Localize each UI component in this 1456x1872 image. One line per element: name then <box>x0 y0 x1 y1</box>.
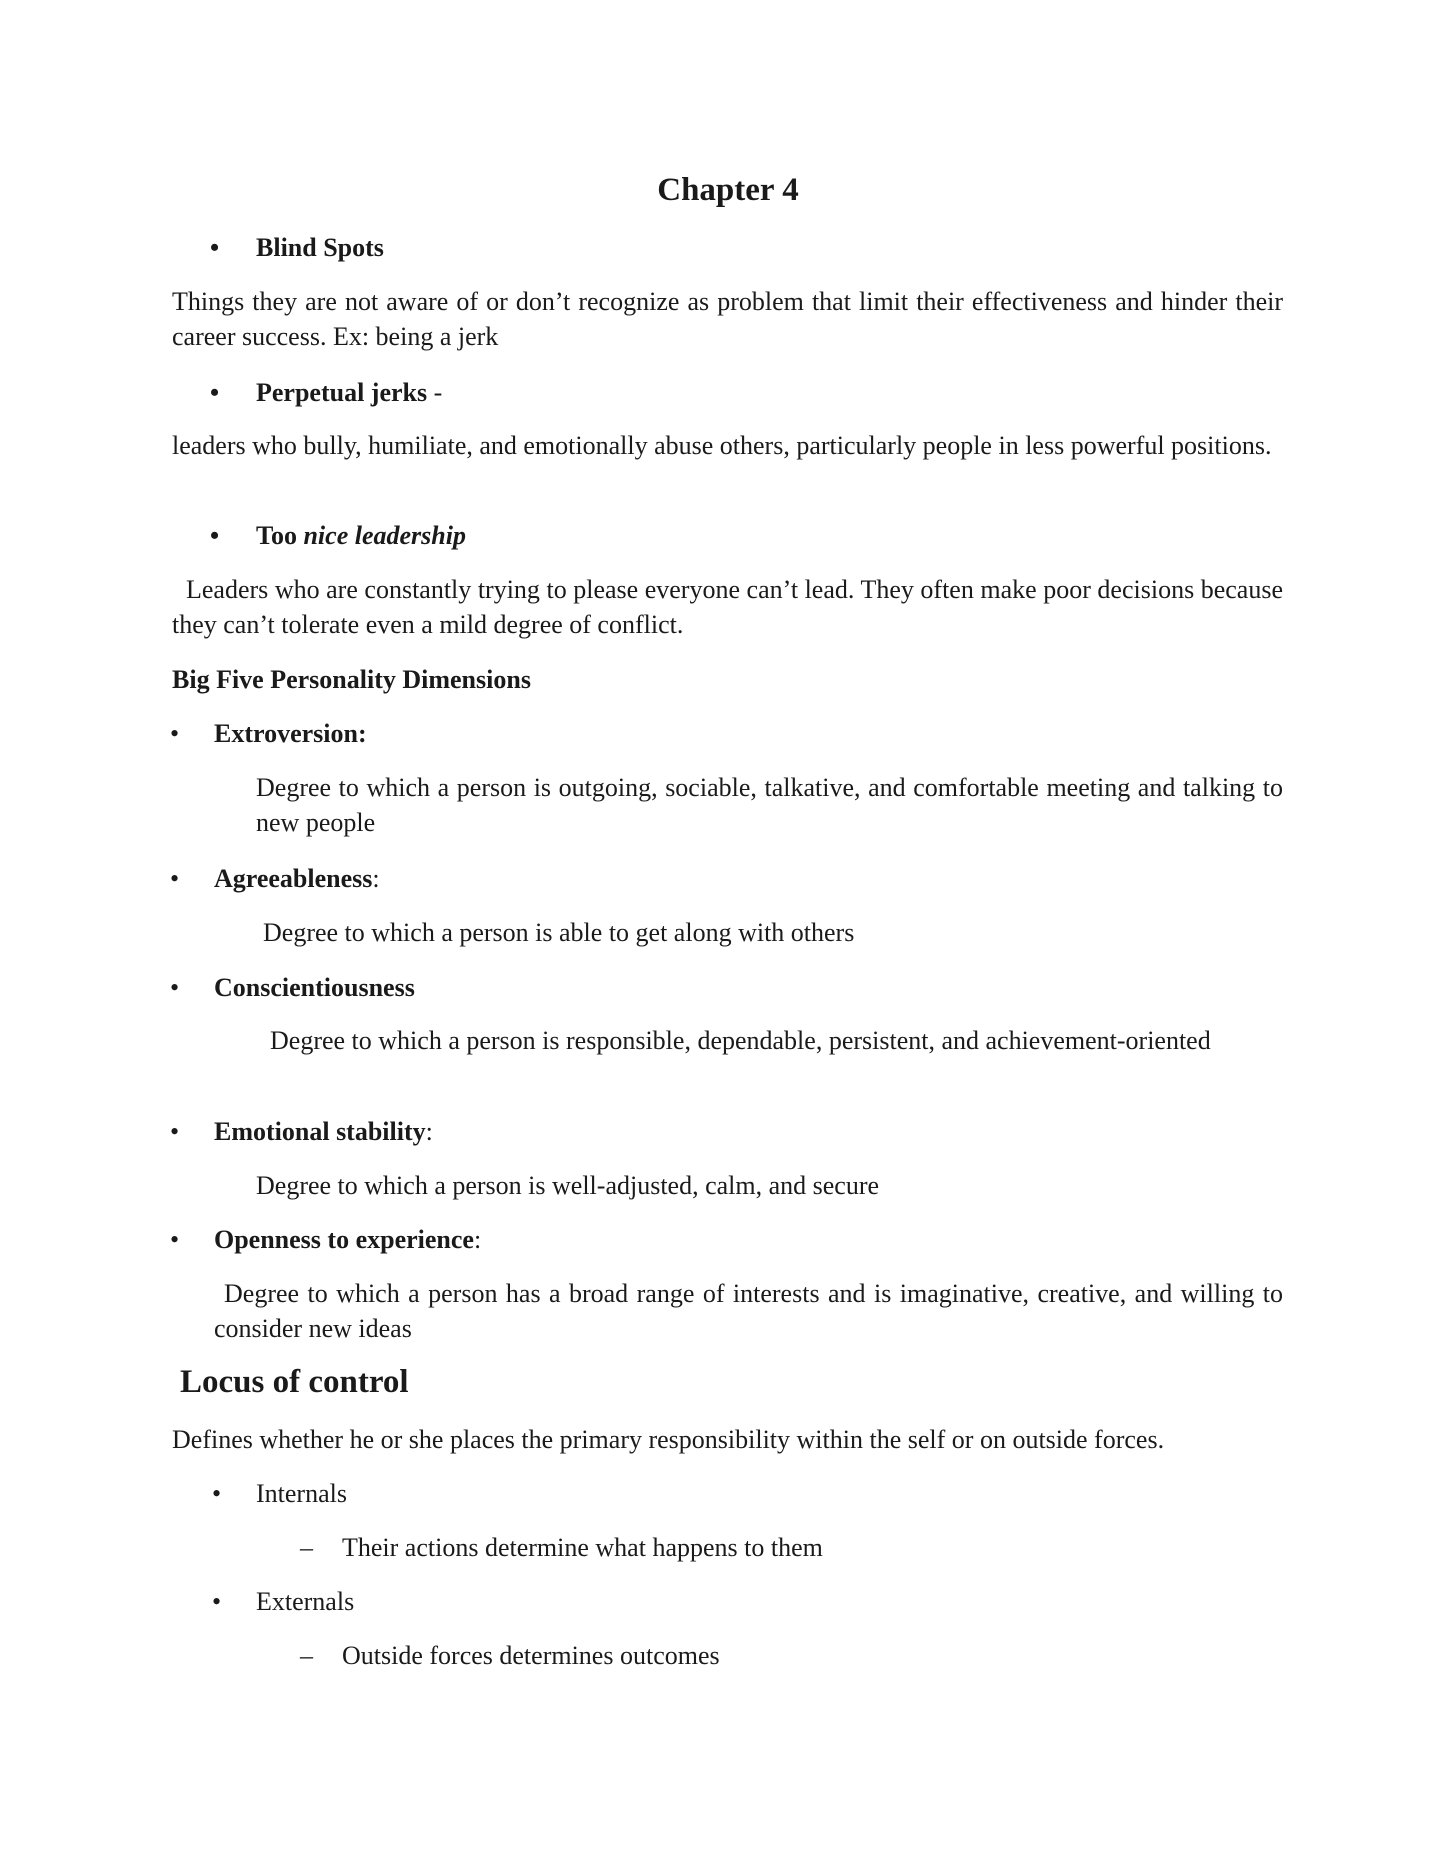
big-five-term <box>214 716 367 751</box>
too-nice-heading-plain: Too <box>256 521 304 550</box>
bullet-icon: • <box>170 719 180 748</box>
internals-sub: Their actions determine what happens to them <box>342 1533 823 1562</box>
bullet-icon: • <box>212 1587 222 1616</box>
term-suffix: : <box>473 1225 482 1254</box>
big-five-term <box>214 1114 433 1149</box>
big-five-term <box>214 970 415 1005</box>
perpetual-jerks-heading: Perpetual jerks <box>256 378 428 407</box>
extroversion-term: Extroversion: <box>214 719 367 748</box>
bullet-icon: • <box>170 864 180 893</box>
blind-spots-heading: Blind Spots <box>256 233 384 262</box>
openness-term: Openness to experience <box>214 1225 474 1254</box>
perpetual-jerks-heading-suffix: - <box>427 378 443 407</box>
too-nice-heading-italic: nice leadership <box>303 521 466 550</box>
externals-sub: Outside forces determines outcomes <box>342 1641 720 1670</box>
conscientiousness-term: Conscientiousness <box>214 973 415 1002</box>
locus-text: Defines whether he or she places the primary responsibility within the self or on outside forces. <box>172 1425 1165 1454</box>
big-five-term <box>214 861 380 896</box>
bullet-icon: • <box>210 378 220 407</box>
bullet-icon: • <box>170 973 180 1002</box>
bullet-icon: • <box>170 1117 180 1146</box>
agreeableness-term: Agreeableness <box>214 864 373 893</box>
bullet-icon: • <box>210 233 220 262</box>
bullet-icon: • <box>170 1225 180 1254</box>
locus-heading: Locus of control <box>180 1364 409 1400</box>
emotional-stability-term: Emotional stability <box>214 1117 426 1146</box>
conscientiousness-definition: Degree to which a person is responsible, dependable, persistent, and achievement-oriented <box>270 1026 1211 1055</box>
blind-spots-text: Things they are not aware of or don’t recognize as problem that limit their effectiveness and hinder their career success. Ex: being a jerk <box>172 287 1283 351</box>
perpetual-jerks-text: leaders who bully, humiliate, and emotionally abuse others, particularly people in less powerful positions. <box>172 431 1272 460</box>
dash-icon: – <box>300 1641 313 1670</box>
bullet-icon: • <box>210 521 220 550</box>
big-five-heading: Big Five Personality Dimensions <box>172 665 531 694</box>
dash-icon: – <box>300 1533 313 1562</box>
big-five-term <box>214 1222 481 1257</box>
term-suffix: : <box>425 1117 433 1146</box>
externals-label: Externals <box>256 1587 355 1616</box>
agreeableness-definition: Degree to which a person is able to get along with others <box>263 918 855 947</box>
term-suffix: : <box>372 864 380 893</box>
extroversion-definition: Degree to which a person is outgoing, sociable, talkative, and comfortable meeting and talking to new people <box>256 773 1283 837</box>
too-nice-heading <box>256 518 466 553</box>
page-title: Chapter 4 <box>657 172 799 208</box>
internals-label: Internals <box>256 1479 347 1508</box>
openness-definition: Degree to which a person has a broad range of interests and is imaginative, creative, and willing to consider new ideas <box>214 1279 1283 1343</box>
bullet-icon: • <box>212 1479 222 1508</box>
emotional-stability-definition: Degree to which a person is well-adjusted, calm, and secure <box>256 1171 880 1200</box>
perpetual-jerks-heading-line <box>256 375 442 410</box>
too-nice-text: Leaders who are constantly trying to please everyone can’t lead. They often make poor decisions because they can’t tolerate even a mild degree of conflict. <box>172 575 1283 639</box>
